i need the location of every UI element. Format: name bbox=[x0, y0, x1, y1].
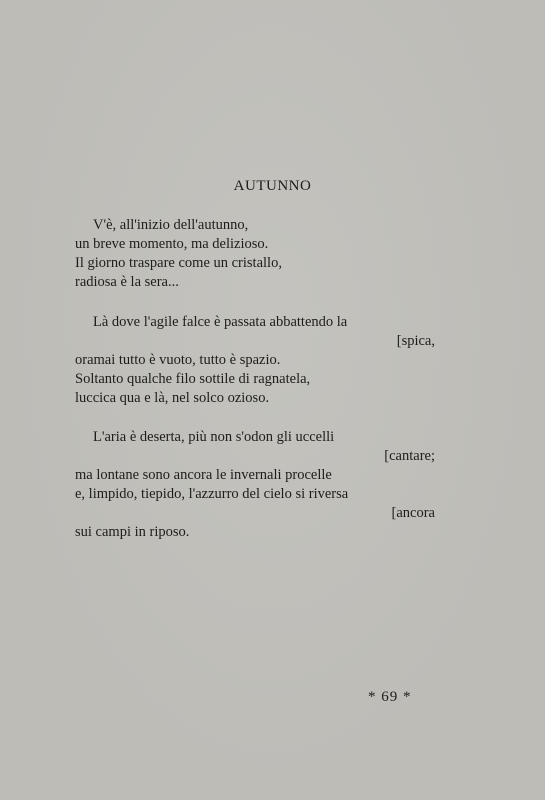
poem-line: sui campi in riposo. bbox=[75, 524, 190, 540]
poem-line-continuation: [ancora bbox=[391, 505, 435, 521]
page-number: * 69 * bbox=[368, 689, 412, 705]
poem-line: L'aria è deserta, più non s'odon gli uccelli bbox=[93, 429, 335, 445]
poem-line: V'è, all'inizio dell'autunno, bbox=[93, 217, 249, 233]
stanza-2 bbox=[75, 313, 435, 408]
poem-title: AUTUNNO bbox=[233, 178, 312, 194]
poem-line: e, limpido, tiepido, l'azzurro del cielo si riversa bbox=[75, 486, 349, 502]
poem-line: Il giorno traspare come un cristallo, bbox=[75, 255, 282, 271]
poem-line: Soltanto qualche filo sottile di ragnatela, bbox=[75, 370, 311, 387]
poem-line-continuation: [spica, bbox=[396, 332, 435, 349]
stanza-1 bbox=[75, 216, 435, 292]
poem-line: radiosa è la sera... bbox=[75, 274, 179, 290]
poem-line: un breve momento, ma delizioso. bbox=[75, 236, 269, 252]
poem-line: luccica qua e là, nel solco ozioso. bbox=[75, 389, 270, 406]
poem-line: ma lontane sono ancora le invernali procelle bbox=[75, 467, 332, 483]
poem-line-continuation: [cantare; bbox=[384, 448, 435, 464]
stanza-3 bbox=[75, 428, 435, 542]
poem-line: oramai tutto è vuoto, tutto è spazio. bbox=[75, 351, 281, 368]
poem-line: Là dove l'agile falce è passata abbattendo la bbox=[93, 313, 348, 330]
poem-body bbox=[75, 216, 435, 563]
